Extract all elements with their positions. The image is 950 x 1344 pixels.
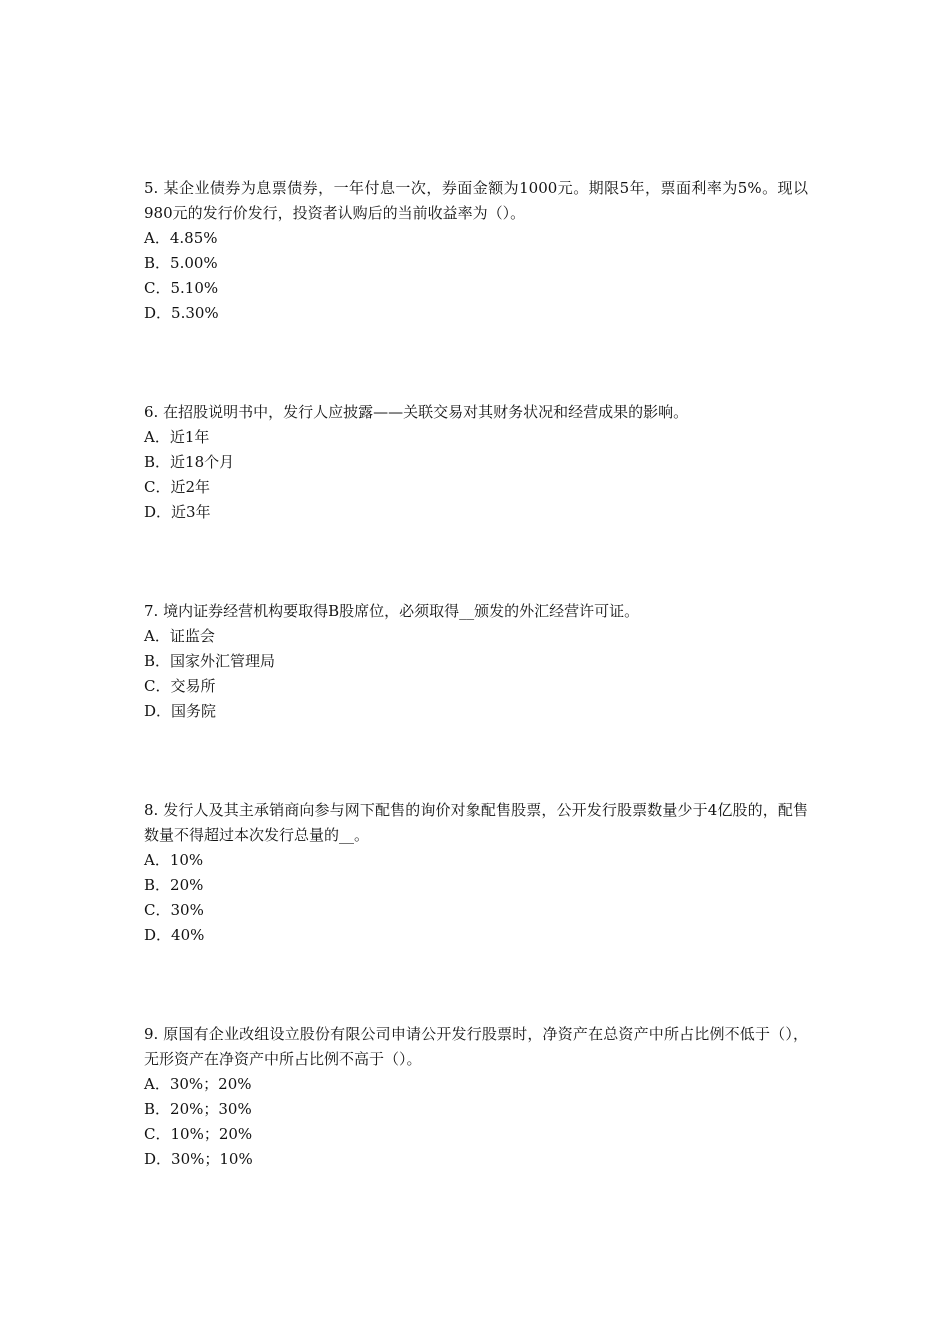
option-a: A．近1年 [144, 428, 210, 446]
option-d: D．30%；10% [144, 1150, 253, 1168]
question-7 [144, 599, 808, 724]
option-list [144, 226, 808, 326]
question-stem: 7. 境内证券经营机构要取得B股席位，必须取得__颁发的外汇经营许可证。 [144, 602, 640, 620]
question-stem: 8. 发行人及其主承销商向参与网下配售的询价对象配售股票，公开发行股票数量少于4亿股的，配售数量不得超过本次发行总量的__。 [144, 801, 808, 844]
option-b: B．近18个月 [144, 453, 235, 471]
option-list [144, 848, 808, 948]
option-b: B．20%；30% [144, 1100, 252, 1118]
option-c: C．近2年 [144, 478, 211, 496]
option-list [144, 1072, 808, 1172]
option-d: D．5.30% [144, 304, 219, 322]
question-stem: 9. 原国有企业改组设立股份有限公司申请公开发行股票时，净资产在总资产中所占比例不低于（），无形资产在净资产中所占比例不高于（）。 [144, 1025, 808, 1068]
question-stem: 6. 在招股说明书中，发行人应披露——关联交易对其财务状况和经营成果的影响。 [144, 403, 689, 421]
option-d: D．40% [144, 926, 205, 944]
option-c: C．10%；20% [144, 1125, 253, 1143]
option-b: B．国家外汇管理局 [144, 652, 276, 670]
option-b: B．5.00% [144, 254, 218, 272]
option-d: D．国务院 [144, 702, 217, 720]
option-d: D．近3年 [144, 503, 211, 521]
option-c: C．交易所 [144, 677, 216, 695]
option-a: A．10% [144, 851, 204, 869]
option-list [144, 624, 808, 724]
option-a: A．30%；20% [144, 1075, 252, 1093]
option-c: C．30% [144, 901, 204, 919]
option-a: A．4.85% [144, 229, 218, 247]
option-list [144, 425, 808, 525]
question-8 [144, 798, 808, 948]
option-c: C．5.10% [144, 279, 219, 297]
option-a: A．证监会 [144, 627, 215, 645]
question-stem: 5. 某企业债券为息票债券，一年付息一次，券面金额为1000元。期限5年，票面利率为5%。现以980元的发行价发行，投资者认购后的当前收益率为（）。 [144, 179, 808, 222]
question-9 [144, 1022, 808, 1172]
question-5 [144, 176, 808, 326]
option-b: B．20% [144, 876, 204, 894]
question-6 [144, 400, 808, 525]
